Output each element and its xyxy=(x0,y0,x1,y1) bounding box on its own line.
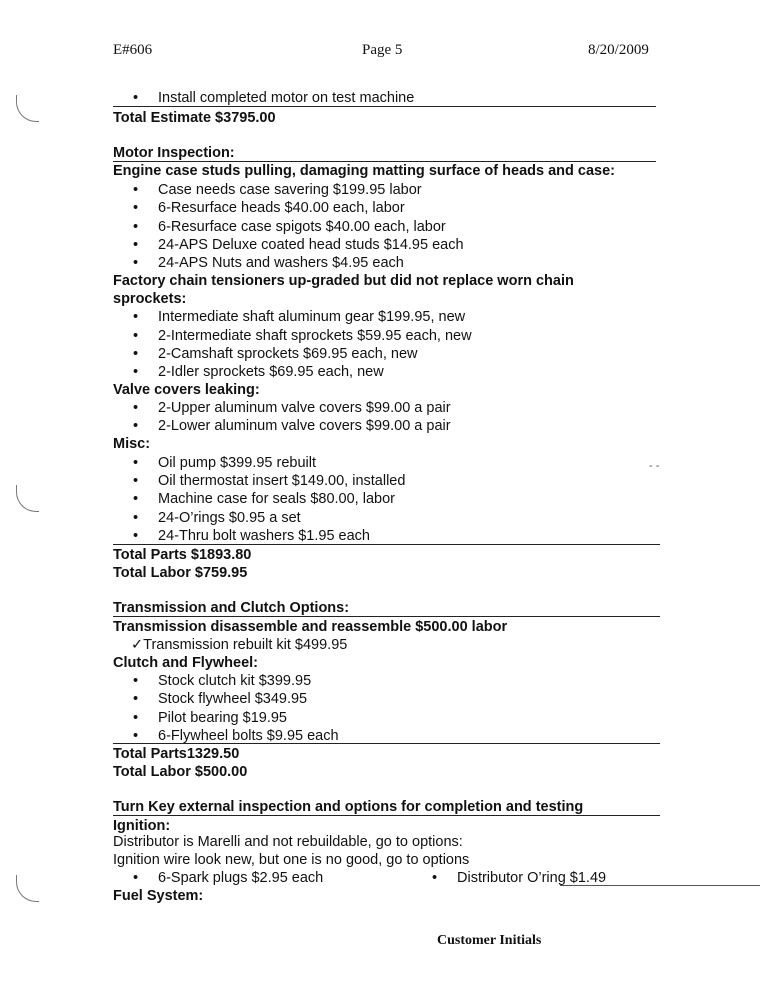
total-parts: Total Parts1329.50 xyxy=(113,746,240,762)
list-item: • 24-APS Deluxe coated head studs $14.95 each xyxy=(133,236,464,254)
subheading: sprockets: xyxy=(113,291,187,307)
list-item: • Pilot bearing $19.95 xyxy=(133,709,287,727)
divider xyxy=(113,616,660,617)
list-item: • 24-APS Nuts and washers $4.95 each xyxy=(133,254,404,272)
list-item: • Stock flywheel $349.95 xyxy=(133,690,307,708)
list-item: • 24-O’rings $0.95 a set xyxy=(133,509,301,527)
subheading: Clutch and Flywheel: xyxy=(113,655,259,671)
subheading: Engine case studs pulling, damaging matting surface of heads and case: xyxy=(113,163,615,179)
margin-mark: - - xyxy=(649,460,660,472)
subheading: Ignition: xyxy=(113,818,171,834)
divider xyxy=(113,815,660,816)
note-line: Distributor is Marelli and not rebuildable, go to options: xyxy=(113,834,463,850)
list-item: • 2-Idler sprockets $69.95 each, new xyxy=(133,363,384,381)
binder-hole-mark xyxy=(16,875,39,902)
subheading: Valve covers leaking: xyxy=(113,382,260,398)
list-item: • 6-Spark plugs $2.95 each xyxy=(133,869,323,887)
divider xyxy=(113,743,660,744)
checked-item: ✓Transmission rebuilt kit $499.95 xyxy=(131,637,348,653)
doc-id: E#606 xyxy=(113,42,153,58)
doc-date: 8/20/2009 xyxy=(588,42,649,58)
customer-initials-label: Customer Initials xyxy=(437,933,542,948)
subheading: Transmission disassemble and reassemble $500.00 labor xyxy=(113,619,508,635)
list-item: • Oil pump $399.95 rebuilt xyxy=(133,454,316,472)
subheading: Misc: xyxy=(113,436,151,452)
list-item: • 2-Intermediate shaft sprockets $59.95 each, new xyxy=(133,327,472,345)
total-parts: Total Parts $1893.80 xyxy=(113,547,252,563)
divider xyxy=(113,544,660,545)
list-item: • Machine case for seals $80.00, labor xyxy=(133,490,395,508)
note-line: Ignition wire look new, but one is no good, go to options xyxy=(113,852,470,868)
binder-hole-mark xyxy=(16,95,39,122)
list-item: • 6-Resurface heads $40.00 each, labor xyxy=(133,199,405,217)
total-estimate: Total Estimate $3795.00 xyxy=(113,110,276,126)
list-item: • Stock clutch kit $399.95 xyxy=(133,672,311,690)
list-item: • 2-Upper aluminum valve covers $99.00 a pair xyxy=(133,399,451,417)
list-item: • 2-Lower aluminum valve covers $99.00 a pair xyxy=(133,417,451,435)
subheading: Fuel System: xyxy=(113,888,204,904)
total-labor: Total Labor $500.00 xyxy=(113,764,248,780)
section-heading: Transmission and Clutch Options: xyxy=(113,600,350,616)
list-item: • Distributor O’ring $1.49 xyxy=(432,869,606,887)
section-heading: Motor Inspection: xyxy=(113,145,235,161)
section-heading: Turn Key external inspection and options for completion and testing xyxy=(113,799,584,815)
list-item: • 6-Resurface case spigots $40.00 each, labor xyxy=(133,218,446,236)
binder-hole-mark xyxy=(16,485,39,512)
total-labor: Total Labor $759.95 xyxy=(113,565,248,581)
list-item: • 2-Camshaft sprockets $69.95 each, new xyxy=(133,345,418,363)
page-number: Page 5 xyxy=(362,42,403,58)
list-item: • 6-Flywheel bolts $9.95 each xyxy=(133,727,339,745)
subheading: Factory chain tensioners up-graded but did not replace worn chain xyxy=(113,273,574,289)
list-item: • 24-Thru bolt washers $1.95 each xyxy=(133,527,370,545)
divider xyxy=(113,106,656,107)
list-item: • Intermediate shaft aluminum gear $199.95, new xyxy=(133,308,465,326)
list-item: • Oil thermostat insert $149.00, installed xyxy=(133,472,405,490)
divider xyxy=(560,885,760,886)
list-item: • Install completed motor on test machine xyxy=(133,89,414,107)
list-item: • Case needs case savering $199.95 labor xyxy=(133,181,422,199)
